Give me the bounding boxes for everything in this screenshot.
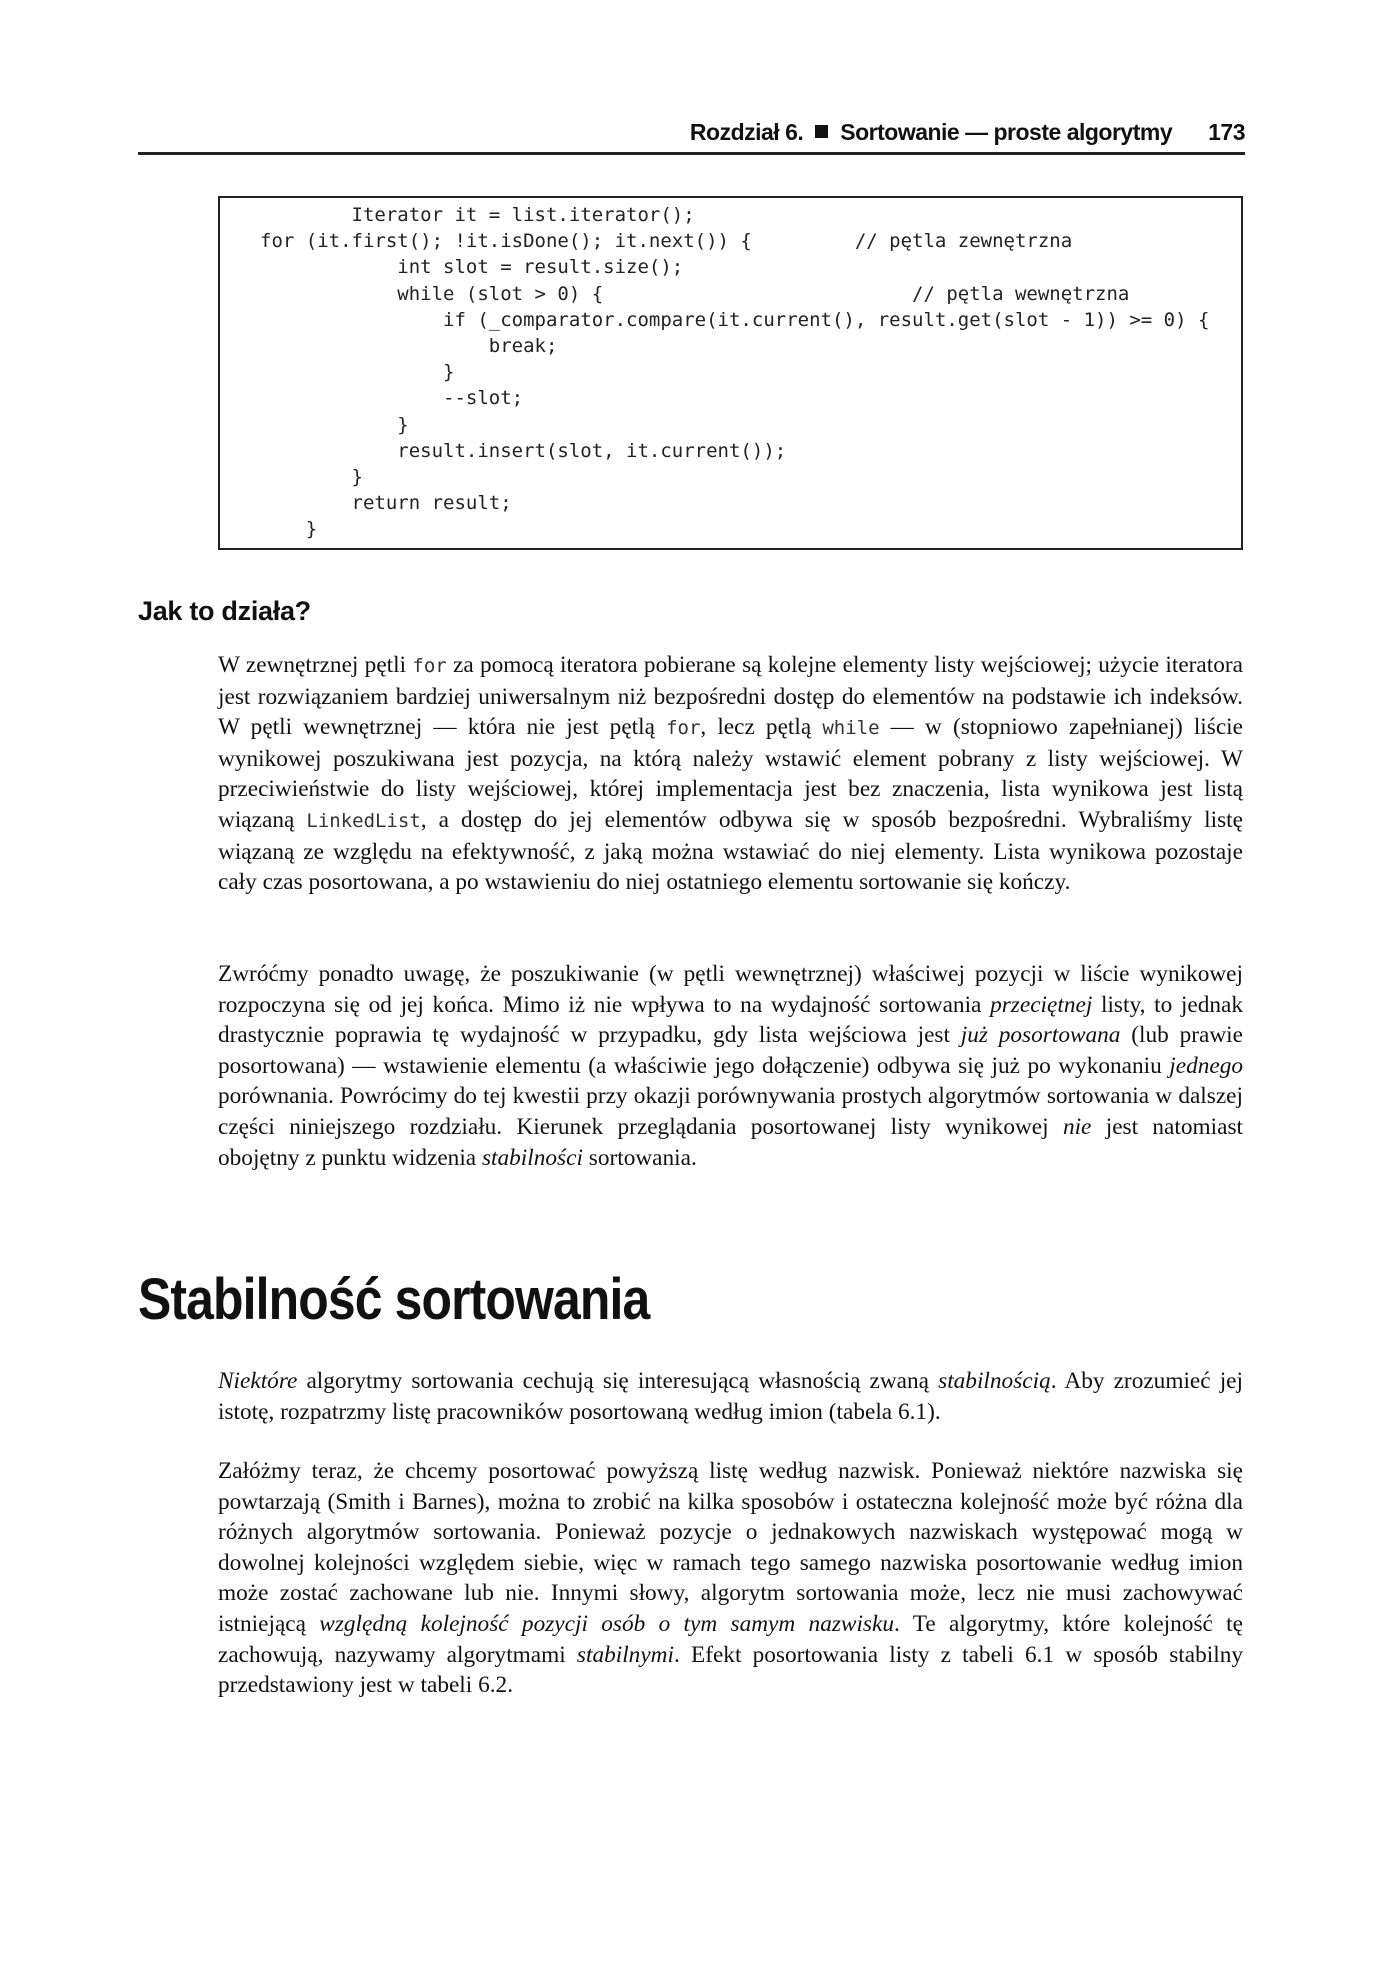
code-inline-while: while (822, 717, 880, 740)
chapter-label: Rozdział 6. (689, 119, 804, 145)
code-line: break; (260, 335, 558, 358)
code-line: } (260, 361, 455, 384)
paragraph-stability-example: Załóżmy teraz, że chcemy posortować powyższą listę według nazwisk. Ponieważ niektóre nazwiska się powtarzają (Smith i Barnes), można to zrobić na kilka sposobów i ostateczna kolejność może być różna dla różnych algorytmów sortowania. Ponieważ pozycje o jednakowych nazwiskach występować mogą w dowolnej kolejności względem siebie, więc w ramach tego samego nazwiska posortowanie według imion może zostać zachowane lub nie. Innymi słowy, algorytm sortowania może, lecz nie musi zachowywać istniejącą względną kolejność pozycji osób o tym samym nazwisku. Te algorytmy, które kolejność tę zachowują, nazywamy algorytmami stabilnymi. Efekt posortowania listy z tabeli 6.1 w sposób stabilny przedstawiony jest w tabeli 6.2. (218, 1458, 1243, 1699)
code-block (260, 202, 1209, 543)
code-listing (218, 196, 1243, 550)
section-heading: Stabilność sortowania (138, 1267, 650, 1332)
square-bullet-icon (815, 125, 828, 138)
code-line: --slot; (260, 387, 524, 410)
code-line: Iterator it = list.iterator(); (260, 204, 695, 226)
subsection-heading: Jak to działa? (138, 596, 311, 626)
code-line: } (260, 518, 318, 541)
code-line: result.insert(slot, it.current()); (260, 439, 787, 462)
page-number: 173 (1208, 119, 1245, 145)
code-line: } (260, 466, 363, 489)
code-inline-for-2: for (666, 717, 701, 740)
paragraph-search-direction: Zwróćmy ponadto uwagę, że poszukiwanie (w pętli wewnętrznej) właściwej pozycji w liście wynikowej rozpoczyna się od jej końca. Mimo iż nie wpływa to na wydajność sortowania przeciętnej listy, to jednak drastycznie poprawia tę wydajność w przypadku, gdy lista wejściowa jest już posortowana (lub prawie posortowana) — wstawienie elementu (a właściwie jego dołączenie) odbywa się już po wykonaniu jednego porównania. Powrócimy do tej kwestii przy okazji porównywania prostych algorytmów sortowania w dalszej części niniejszego rozdziału. Kierunek przeglądania posortowanej listy wynikowej nie jest natomiast obojętny z punktu widzenia stabilności sortowania. (218, 961, 1243, 1171)
running-header (138, 112, 1245, 155)
paragraph-stability-intro: Niektóre algorytmy sortowania cechują się interesującą własnością zwaną stabilnością. Aby zrozumieć jej istotę, rozpatrzmy listę pracowników posortowaną według imion (tabela 6.1). (218, 1368, 1243, 1425)
code-line: int slot = result.size(); (260, 256, 684, 279)
code-line: for (it.first(); !it.isDone(); it.next()) { // pętla zewnętrzna (260, 230, 1073, 253)
chapter-title: Sortowanie — proste algorytmy (840, 119, 1173, 145)
code-line: if (_comparator.compare(it.current(), result.get(slot - 1)) >= 0) { (260, 308, 1210, 331)
paragraph-how-it-works: W zewnętrznej pętli for za pomocą iteratora pobierane są kolejne elementy listy wejściowej; użycie iteratora jest rozwiązaniem bardziej uniwersalnym niż bezpośredni dostęp do elementów na podstawie ich indeksów. W pętli wewnętrznej — która nie jest pętlą for, lecz pętlą while — w (stopniowo zapełnianej) liście wynikowej poszukiwana jest pozycja, na którą należy wstawić element pobrany z listy wejściowej. W przeciwieństwie do listy wejściowej, której implementacja jest bez znaczenia, lista wynikowa jest listą wiązaną LinkedList, a dostęp do jej elementów odbywa się w sposób bezpośredni. Wybraliśmy listę wiązaną ze względu na efektywność, z jaką można wstawiać do niej elementy. Lista wynikowa pozostaje cały czas posortowana, a po wstawieniu do niej ostatniego elementu sortowanie się kończy. (218, 652, 1243, 896)
code-line: while (slot > 0) { // pętla wewnętrzna (260, 282, 1130, 305)
code-line: } (260, 413, 409, 436)
code-line: return result; (260, 492, 512, 515)
code-inline-for: for (412, 655, 447, 677)
code-inline-linkedlist: LinkedList (306, 809, 421, 832)
